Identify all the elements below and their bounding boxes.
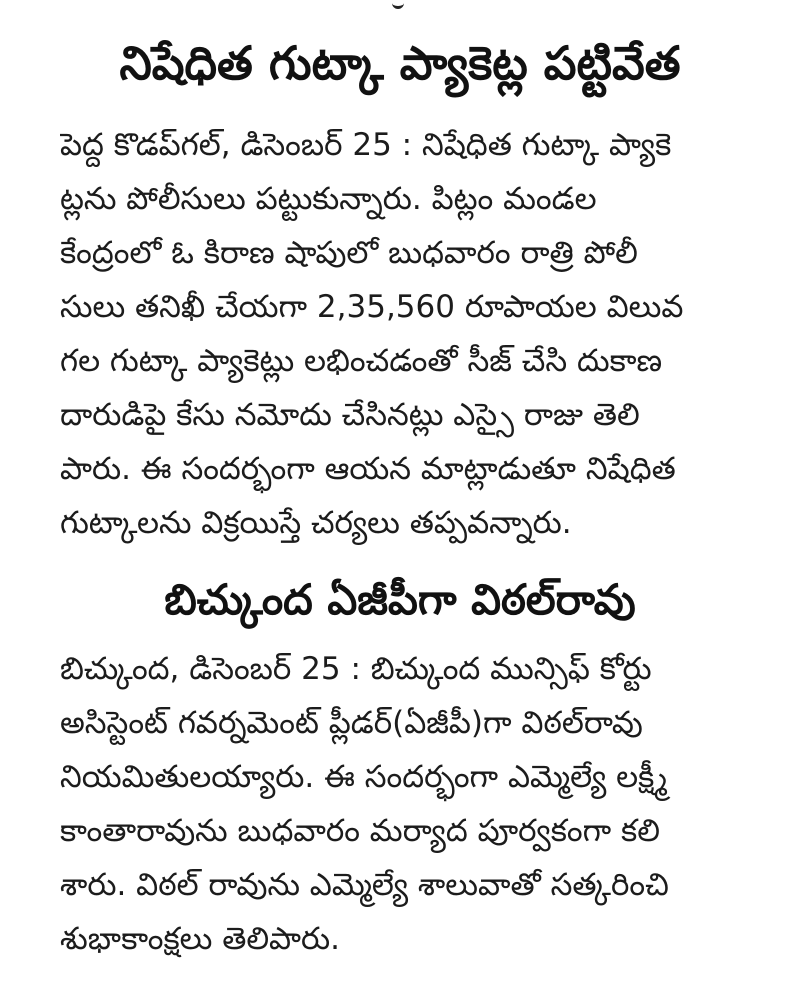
article-1-line: పారు. ఈ సందర్భంగా ఆయన మాట్లాడుతూ నిషేధిత <box>60 451 676 487</box>
article-2-body <box>60 642 750 966</box>
cut-mark-decoration <box>392 0 404 9</box>
article-1-line: కేంద్రంలో ఓ కిరాణ షాపులో బుధవారం రాత్రి పోలీ <box>60 235 638 271</box>
article-2-line: కాంతారావును బుధవారం మర్యాద పూర్వకంగా కలి <box>60 813 660 849</box>
article-1-line: గల గుట్కా ప్యాకెట్లు లభించడంతో సీజ్ చేసి దుకాణ <box>60 343 663 379</box>
article-2-headline: బిచ్కుంద ఏజీపీగా విఠల్‌రావు <box>164 575 636 624</box>
article-1-headline: నిషేధిత గుట్కా ప్యాకెట్ల పట్టివేత <box>119 36 681 90</box>
article-1-body <box>60 118 750 550</box>
article-2-line: అసిస్టెంట్ గవర్నమెంట్ ప్లీడర్(ఏజీపీ)గా విఠల్‌రావు <box>60 705 643 741</box>
article-1-line: గుట్కాలను విక్రయిస్తే చర్యలు తప్పవన్నారు. <box>60 505 572 541</box>
article-1-line: పెద్ద కొడప్‌గల్, డిసెంబర్ 25 : నిషేధిత గుట్కా ప్యాకె <box>60 127 672 163</box>
article-2-line: శారు. విఠల్ రావును ఎమ్మెల్యే శాలువాతో సత్కరించి <box>60 867 669 903</box>
article-2-line: బిచ్కుంద, డిసెంబర్ 25 : బిచ్కుంద మున్సిఫ్ కోర్టు <box>60 651 652 687</box>
article-1-line: సులు తనిఖీ చేయగా 2,35,560 రూపాయల విలువ <box>60 289 684 325</box>
article-2-line: నియమితులయ్యారు. ఈ సందర్భంగా ఎమ్మెల్యే లక్ష్మీ <box>60 759 668 795</box>
article-1-line: ట్లను పోలీసులు పట్టుకున్నారు. పిట్లం మండల <box>60 181 597 217</box>
article-2-line: శుభాకాంక్షలు తెలిపారు. <box>60 921 340 957</box>
article-1-line: దారుడిపై కేసు నమోదు చేసినట్లు ఎస్సై రాజు తెలి <box>60 397 640 433</box>
